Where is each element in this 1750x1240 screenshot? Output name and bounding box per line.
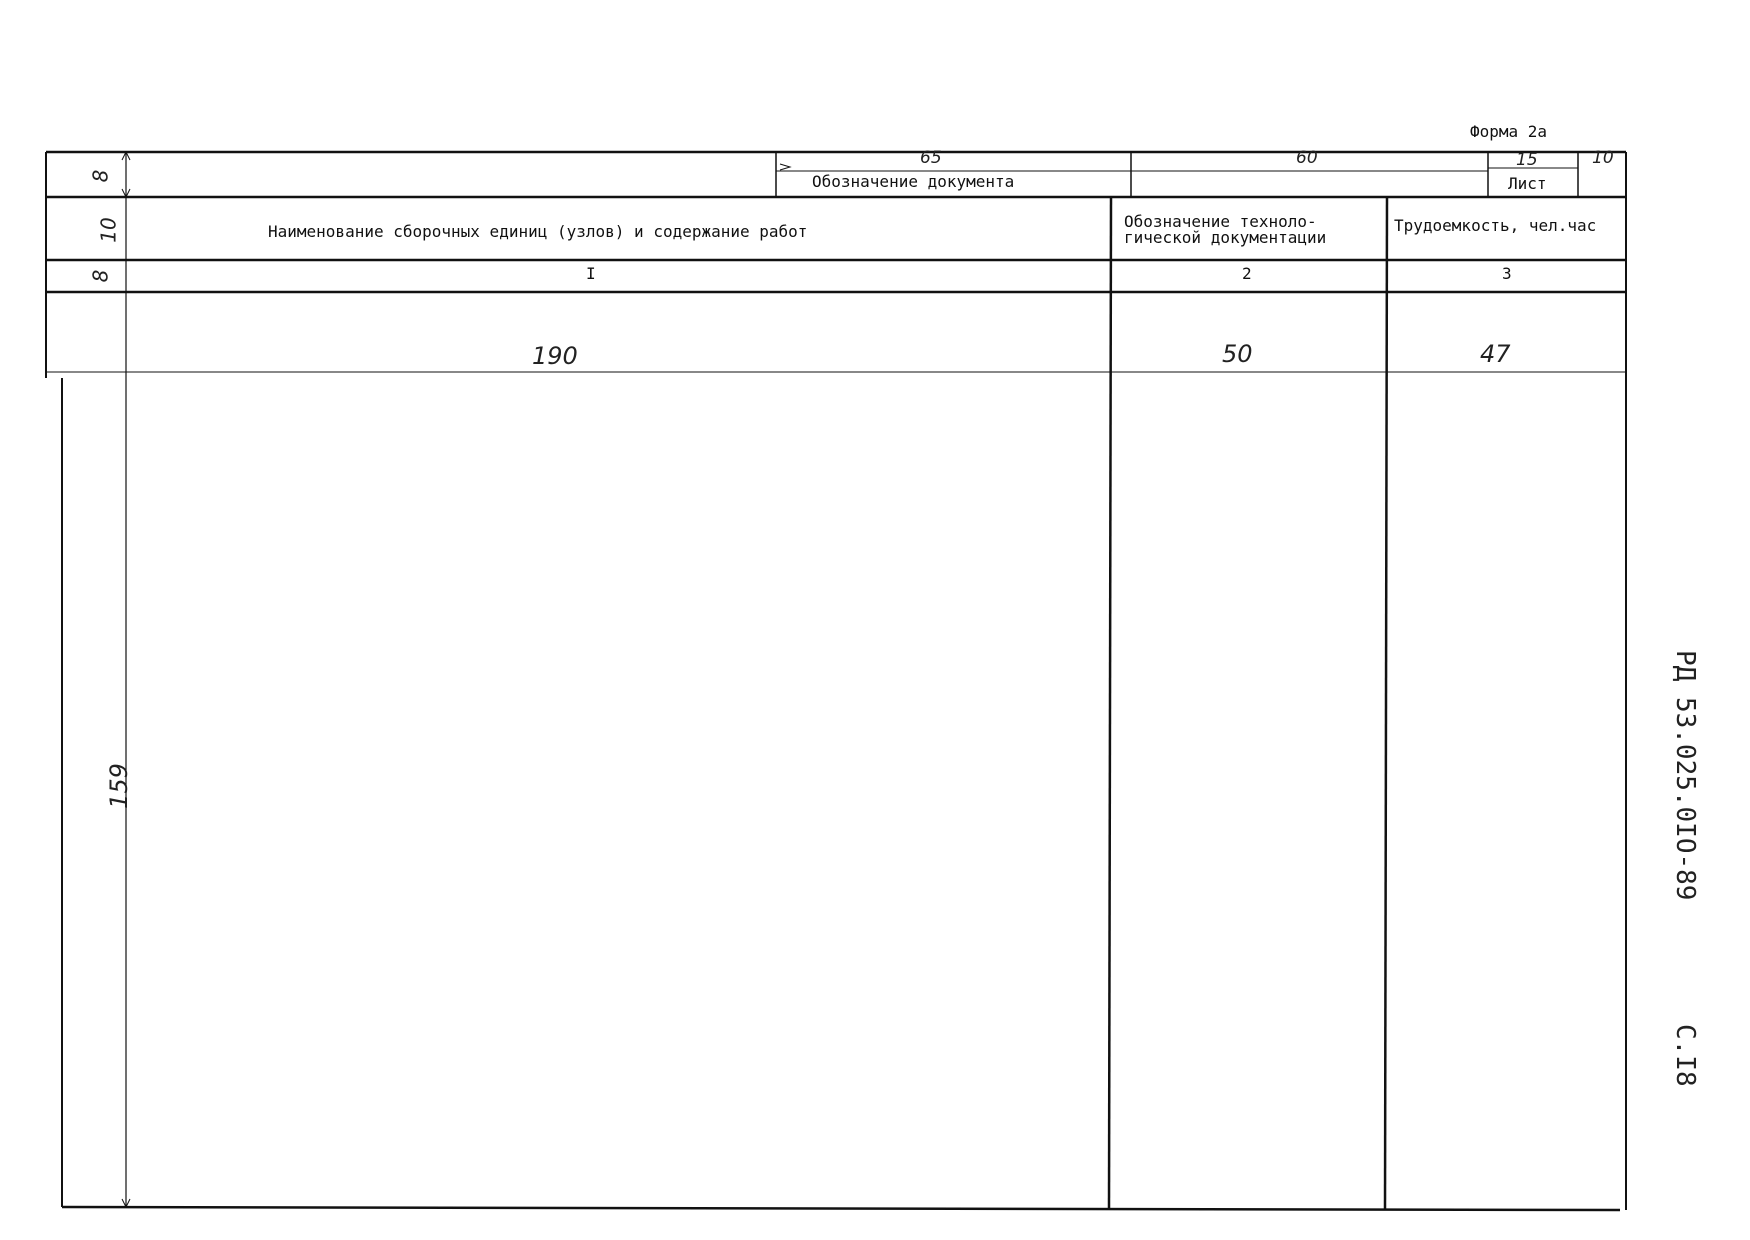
side-doc-code: РД 53.025.0IO-89 bbox=[1670, 650, 1700, 901]
dim-row-10: 10 bbox=[96, 217, 121, 243]
col2-header-line1: Обозначение техноло- bbox=[1124, 212, 1317, 231]
col2-header-line2: гической документации bbox=[1124, 228, 1327, 247]
col1-number: I bbox=[586, 264, 596, 283]
col2-number: 2 bbox=[1242, 264, 1252, 283]
col1-header: Наименование сборочных единиц (узлов) и содержание работ bbox=[268, 222, 808, 241]
dim-10: 10 bbox=[1592, 148, 1614, 168]
dim-15: 15 bbox=[1516, 150, 1538, 170]
dim-row-8: 8 bbox=[88, 169, 113, 183]
doc-designation-label: Обозначение документа bbox=[812, 172, 1015, 191]
dim-60: 60 bbox=[1296, 148, 1318, 168]
dim-65: 65 bbox=[920, 148, 942, 168]
col2-header bbox=[1124, 214, 1326, 246]
dim-col-50: 50 bbox=[1222, 340, 1253, 368]
dim-body-159: 159 bbox=[104, 763, 133, 809]
col3-number: 3 bbox=[1502, 264, 1512, 283]
col3-header: Трудоемкость, чел.час bbox=[1394, 216, 1597, 235]
dim-col-47: 47 bbox=[1480, 340, 1511, 368]
dim-row-8b: 8 bbox=[88, 269, 113, 283]
form-label: Форма 2а bbox=[1470, 122, 1548, 141]
dim-col-190: 190 bbox=[532, 342, 578, 370]
side-page: С.I8 bbox=[1670, 1024, 1700, 1087]
sheet-label: Лист bbox=[1508, 174, 1547, 193]
